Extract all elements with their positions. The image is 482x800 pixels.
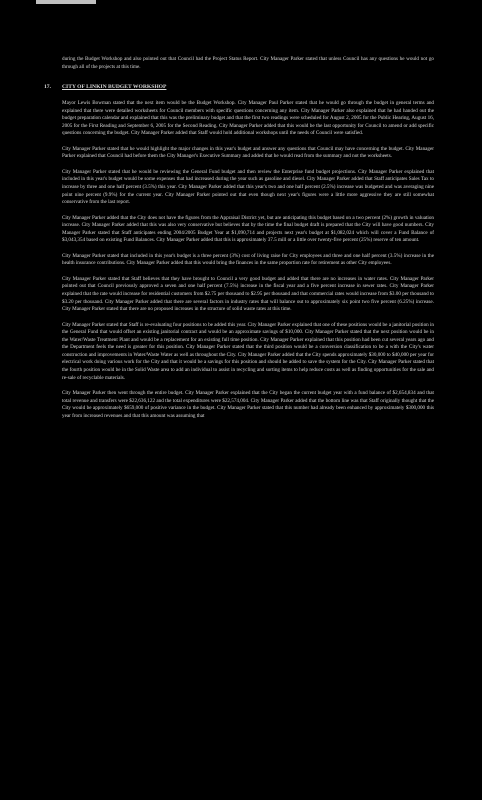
paragraph-water-rates: City Manager Parker stated that Staff believes that they have brought to Council a very good budget and added that there are no increases in water rates. City Manager Parker pointed out that Council previously approved a seven and one half percent (7.5%) increase in the fiscal year and a five percent increase in sewer rates. City Manager Parker explained that the rate would increase for residential customers from $2.75 per thousand to $2.95 per thousand and that commercial rates would increase from $3.00 per thousand to $3.20 per thousand. City Manager Parker added that there are several factors in industry rates that will balance out to approximately six point two five percent (6.25%) increase. City Manager Parker stated that there are no proposed increases in the structure of solid waste rates at this time. — [62, 275, 434, 313]
section-number: 17. — [44, 84, 51, 91]
paragraph-cost-of-living: City Manager Parker stated that included in this year's budget is a three percent (3%) cost of living raise for City employees and three and one half percent (3.5%) increase in the health insurance contributions. City Manager Parker added that this would bring the finances in the same proportion rate for retirement as other City employees. — [62, 252, 434, 267]
intro-paragraph: during the Budget Workshop and also pointed out that Council had the Project Status Report. City Manager Parker stated that unless Council has any questions he would not go through all of the projects at this time. — [62, 56, 434, 70]
section-heading — [44, 83, 434, 91]
paragraph-fund-balance: City Manager Parker then went through the entire budget. City Manager Parker explained that the City began the current budget year with a fund balance of $2,654,834 and that total revenue and transfers were $22,636,122 and the total expenditures were $22,574,004. City Manager Parker added that the bottom line was that Staff originally thought that the City would be approximately $659,000 of positive variance in the budget. City Manager Parker stated that this number had already been enhanced by approximately $300,000 this year from increased revenues and that this amount was assuming that — [62, 390, 434, 419]
paragraph-positions: City Manager Parker stated that Staff is re-evaluating four positions to be added this year. City Manager Parker explained that one of these positions would be a janitorial position in the General Fund that would offset an existing janitorial contract and would be an approximate savings of $10,000. City Manager Parker stated that the next position would be in the Water/Waste Treatment Plant and would be a replacement for an existing full time position. City Manager Parker explained that this position had been cut several years ago and the Department feels the need is greater for this position. City Manager Parker stated that the third position would be a conversion classification to be a with the City's water construction and improvements in Water/Waste Water as well as throughout the City. City Manager Parker added that the City spends approximately $30,000 to $40,000 per year for electrical work doing various work for the City and that it would be a savings for this position and should be added to save the system for the City. City Manager Parker stated that the fourth position would be in the Solid Waste area to add an individual to assist in recycling and sorting items to help reduce costs as well as finding opportunities for the sale and re-sale of recyclable materials. — [62, 321, 434, 381]
top-text-fragment — [36, 0, 96, 4]
section-title: CITY OF LINKIN BUDGET WORKSHOP — [62, 84, 167, 91]
paragraph-summary: City Manager Parker stated that he would highlight the major changes in this year's budget and answer any questions that Council may have concerning the budget. City Manager Parker explained that Council had before them the City Manager's Executive Summary and added that he would read from the summary and not the worksheets. — [62, 145, 434, 160]
minutes-body — [44, 56, 434, 428]
paragraph-general-fund: City Manager Parker stated that he would be reviewing the General Fund budget and then review the Enterprise fund budget projections. City Manager Parker explained that included in this year's budget would be some expenses that had increased during the year such as gasoline and diesel. City Manager Parker added that Staff anticipates Sales Tax to increase by three and one half percent (3.5%) this year. City Manager Parker added that this year's two and one half percent (2.5%) increase was budgeted and was averaging nine point nine percent (9.9%) for the current year. City Manager Parker pointed out that even though next year's figures were a little more aggressive they are still somewhat conservative from the last report. — [62, 168, 434, 206]
paragraph-appraisal: City Manager Parker added that the City does not have the figures from the Appraisal District yet, but are anticipating this budget based on a two percent (2%) growth in valuation increase. City Manager Parker added that this was also very conservative but believes that by the time the final budget draft is prepared that the City will have good numbers. City Manager Parker stated that Staff anticipates ending 2004/2005 Budget Year at $1,090,714 and projects next year's budget at $1,082,024 which will cover a Fund Balance of $3,043,354 based on existing Fund Balances. City Manager Parker added that this is approximately 37.5 mill or a little over twenty-five percent (25%) reserve of ten amount. — [62, 214, 434, 244]
paragraph-workshop-intro: Mayor Lewis Bowman stated that the next item would be the Budget Workshop. City Manager Paul Parker stated that he would go through the budget in general terms and explained that there were detailed worksheets for Council members with specific questions concerning any item. City Manager Parker also explained that he had handed out the budget preparation calendar and explained that this was the preliminary budget and that the first two readings were scheduled for August 2, 2005 for the Public Hearing, August 16, 2005 for the First Reading and September 6, 2005 for the Second Reading. City Manager Parker added that this would be the last opportunity for Council to amend or add specific questions concerning the budget. City Manager Parker added that Staff would hold additional workshops until the needs of Council were satisfied. — [62, 100, 434, 137]
